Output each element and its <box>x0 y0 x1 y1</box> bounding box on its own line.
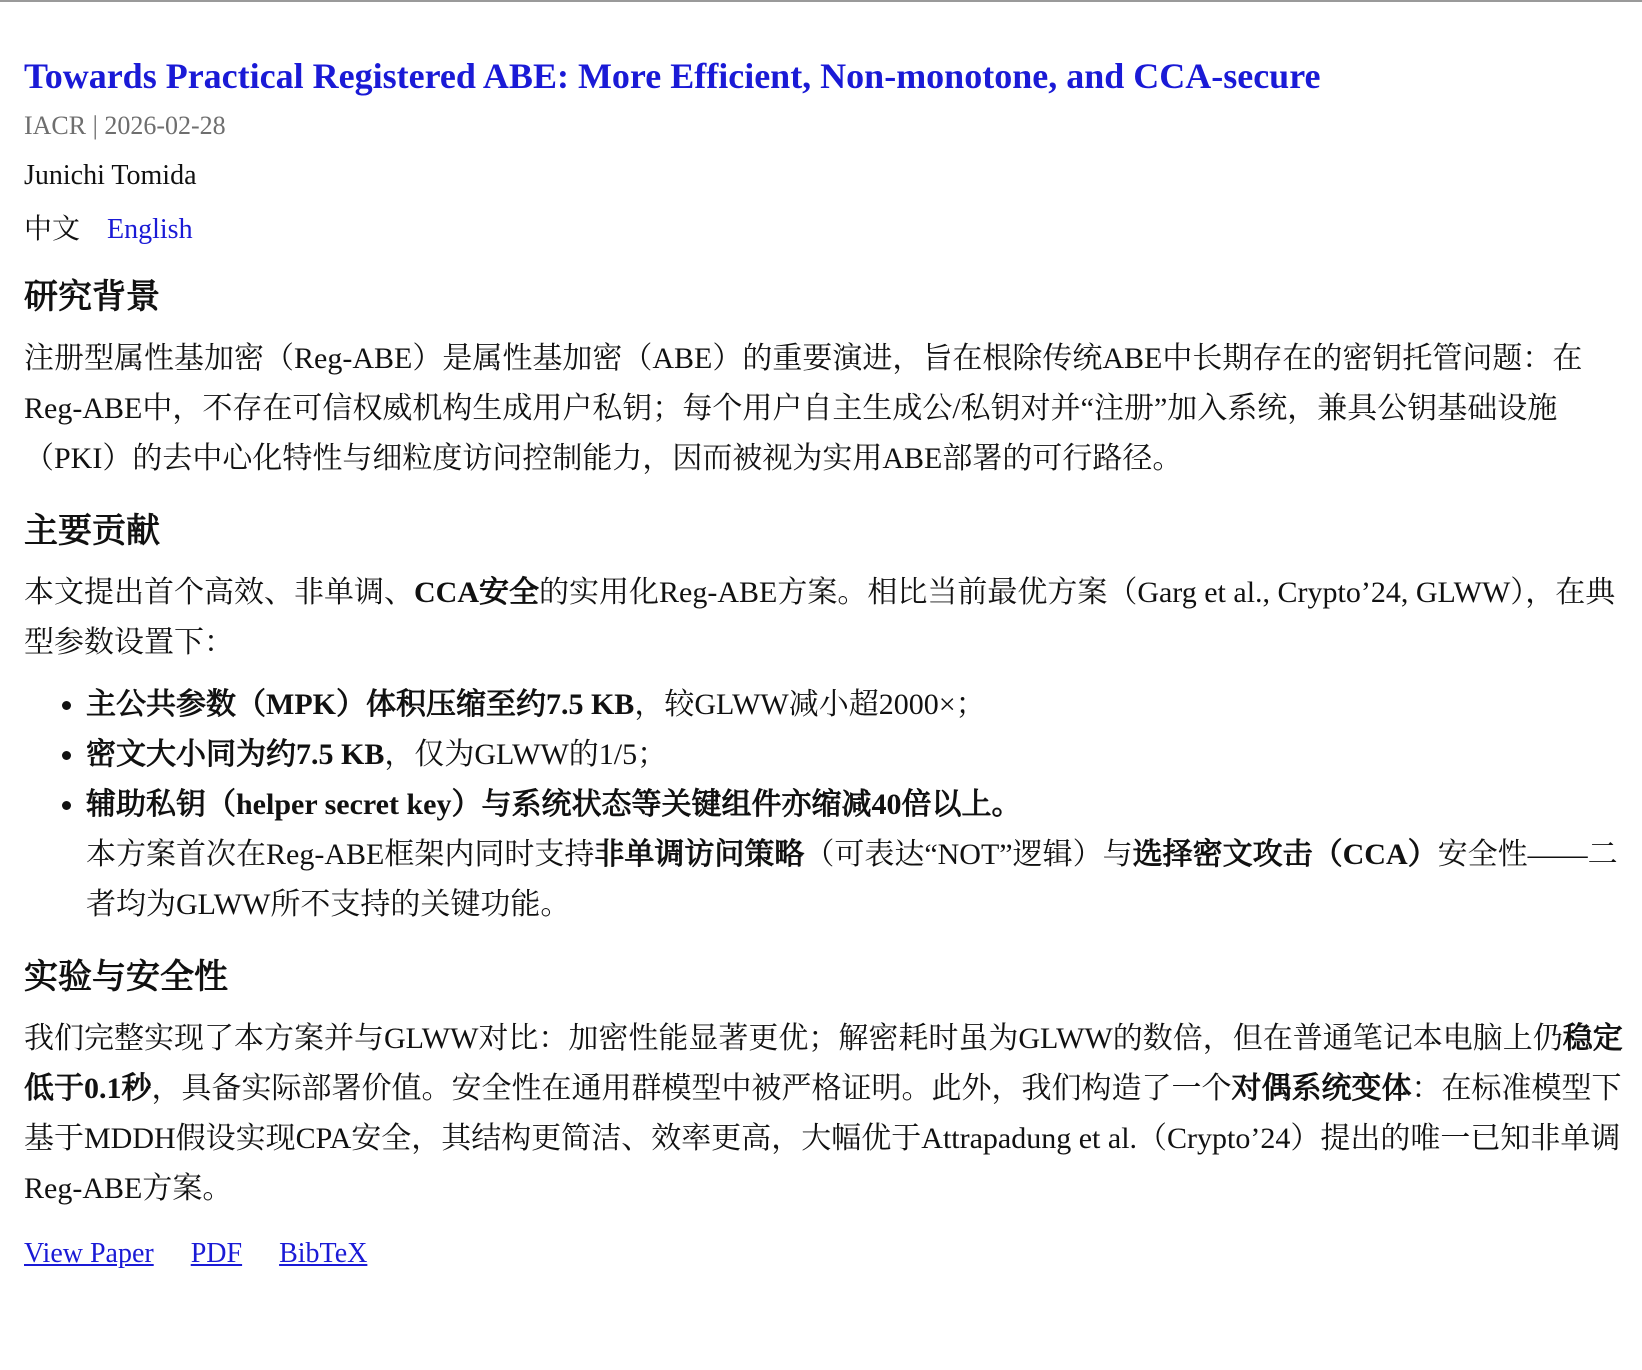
section-heading-contributions: 主要贡献 <box>24 513 160 550</box>
page-title <box>24 52 1624 100</box>
bullet-bold: 主公共参数（MPK）体积压缩至约7.5 KB <box>86 688 635 721</box>
paper-links <box>24 1234 1624 1274</box>
list-item <box>86 780 1624 830</box>
lang-chinese: 中文 <box>24 214 81 245</box>
pdf-link[interactable]: PDF <box>190 1238 243 1269</box>
contributions-intro <box>24 568 1624 668</box>
summary-text: 安全性——二者均为GLWW所不支持的关键功能。 <box>86 838 1618 921</box>
bullet-text: ，较GLWW减小超2000×； <box>634 688 986 721</box>
summary-bold: 选择密文攻击（CCA） <box>1132 838 1438 871</box>
intro-text-a: 本文提出首个高效、非单调、 <box>24 576 414 609</box>
intro-bold-cca: CCA安全 <box>414 576 539 609</box>
intro-text-c: 的实用化Reg-ABE方案。相比当前最优方案（Garg et al., Crypto’24, GLWW），在典型参数设置下： <box>24 576 1616 659</box>
section-heading-experiments: 实验与安全性 <box>24 959 228 996</box>
exp-bold: 对偶系统变体 <box>1231 1072 1412 1105</box>
list-item <box>86 730 1624 780</box>
exp-bold: 稳定低于0.1秒 <box>24 1022 1623 1105</box>
summary-text: （可表达“NOT”逻辑）与 <box>804 838 1133 871</box>
section-heading-background: 研究背景 <box>24 279 160 316</box>
list-item <box>86 680 1624 730</box>
source-date: IACR | 2026-02-28 <box>24 111 226 140</box>
contributions-summary <box>86 830 1624 930</box>
bullet-bold: 辅助私钥（helper secret key）与系统状态等关键组件亦缩减40倍以上。 <box>86 788 1022 821</box>
exp-text: ：在标准模型下基于MDDH假设实现CPA安全，其结构更简洁、效率更高，大幅优于Attrapadung et al.（Crypto’24）提出的唯一已知非单调Reg-ABE方案。 <box>24 1072 1622 1205</box>
exp-text: ，具备实际部署价值。安全性在通用群模型中被严格证明。此外，我们构造了一个 <box>151 1072 1232 1105</box>
top-divider <box>0 0 1642 2</box>
bibtex-link[interactable]: BibTeX <box>279 1238 368 1269</box>
contributions-list <box>24 680 1624 830</box>
bullet-bold: 密文大小同为约7.5 KB <box>86 738 385 771</box>
author-list: Junichi Tomida <box>24 160 197 191</box>
lang-english-link[interactable]: English <box>107 214 193 245</box>
summary-text: 本方案首次在Reg-ABE框架内同时支持 <box>86 838 595 871</box>
title-link[interactable]: Towards Practical Registered ABE: More Efficient, Non-monotone, and CCA-secure <box>24 56 1321 96</box>
language-switcher <box>24 210 1624 250</box>
article <box>24 52 1624 1274</box>
experiments-paragraph <box>24 1014 1624 1214</box>
exp-text: 我们完整实现了本方案并与GLWW对比：加密性能显著更优；解密耗时虽为GLWW的数倍，但在普通笔记本电脑上仍 <box>24 1022 1563 1055</box>
bullet-text: ，仅为GLWW的1/5； <box>384 738 668 771</box>
view-paper-link[interactable]: View Paper <box>24 1238 154 1269</box>
summary-bold: 非单调访问策略 <box>594 838 805 871</box>
background-paragraph: 注册型属性基加密（Reg-ABE）是属性基加密（ABE）的重要演进，旨在根除传统ABE中长期存在的密钥托管问题：在Reg-ABE中，不存在可信权威机构生成用户私钥；每个用户自主生成公/私钥对并“注册”加入系统，兼具公钥基础设施（PKI）的去中心化特性与细粒度访问控制能力，因而被视为实用ABE部署的可行路径。 <box>24 342 1583 475</box>
